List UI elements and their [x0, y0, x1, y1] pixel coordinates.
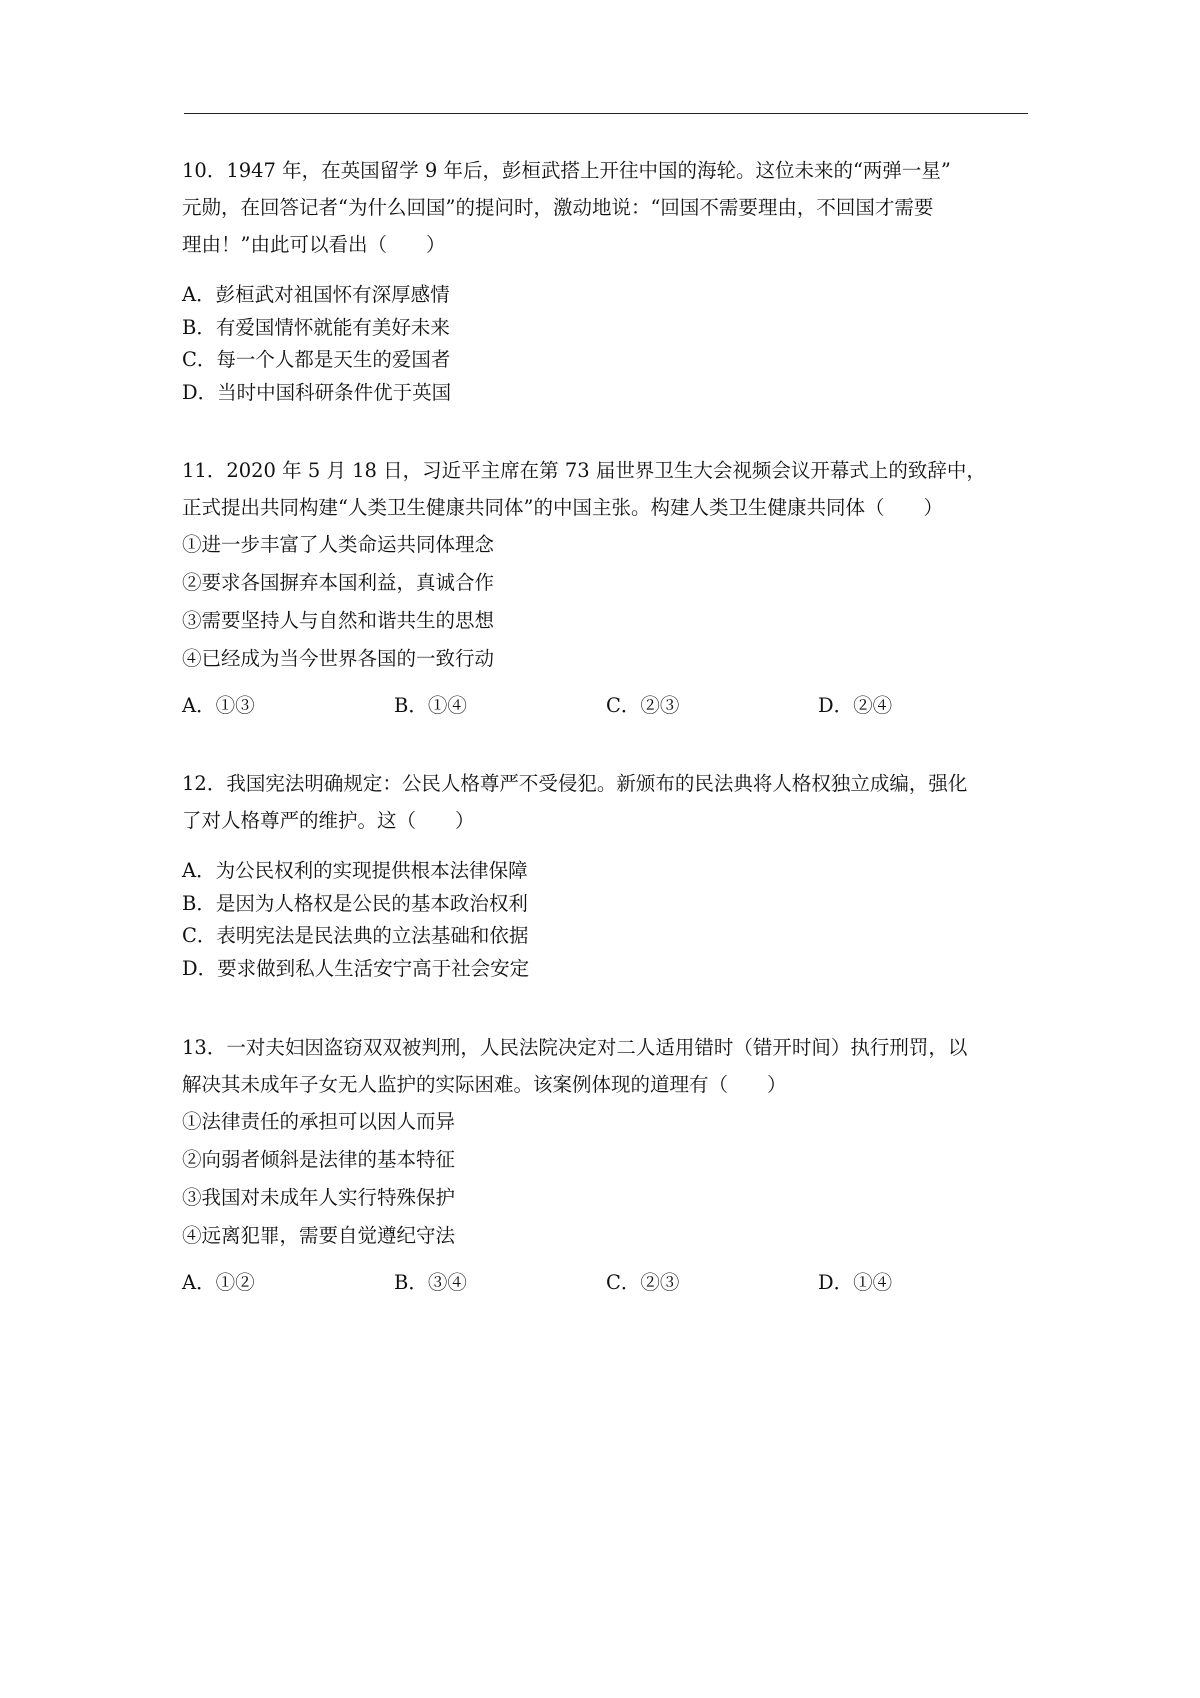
header-rule: [184, 113, 1028, 114]
option-a[interactable]: A．彭桓武对祖国怀有深厚感情: [182, 283, 450, 306]
statement-item: ②向弱者倾斜是法律的基本特征: [182, 1148, 456, 1171]
option-c[interactable]: C．表明宪法是民法典的立法基础和依据: [182, 924, 529, 947]
option-row: [182, 1268, 1032, 1298]
statement-list: [182, 1103, 1032, 1255]
question-stem: [182, 452, 1032, 526]
option-list: [182, 855, 1032, 985]
stem-line: 元勋，在回答记者“为什么回国”的提问时，激动地说：“回国不需要理由，不回国才需要: [182, 196, 934, 219]
option-a[interactable]: A．①③: [182, 694, 255, 717]
stem-line: 12．我国宪法明确规定：公民人格尊严不受侵犯。新颁布的民法典将人格权独立成编，强化: [182, 772, 968, 795]
option-b[interactable]: B．③④: [394, 1271, 467, 1294]
option-b[interactable]: B．①④: [394, 694, 467, 717]
stem-line: 11．2020 年 5 月 18 日，习近平主席在第 73 届世界卫生大会视频会议开幕式上的致辞中，: [182, 459, 986, 482]
statement-item: ③需要坚持人与自然和谐共生的思想: [182, 609, 495, 632]
option-a[interactable]: A．为公民权利的实现提供根本法律保障: [182, 859, 528, 882]
statement-item: ③我国对未成年人实行特殊保护: [182, 1186, 456, 1209]
question-stem: [182, 1029, 1032, 1103]
question-12: [182, 765, 1032, 985]
option-c[interactable]: C．②③: [606, 1271, 680, 1294]
statement-item: ①法律责任的承担可以因人而异: [182, 1110, 456, 1133]
option-b[interactable]: B．是因为人格权是公民的基本政治权利: [182, 891, 528, 915]
stem-line: 10．1947 年，在英国留学 9 年后，彭桓武搭上开往中国的海轮。这位未来的“两弹一星”: [182, 159, 951, 182]
question-11: [182, 452, 1032, 721]
statement-item: ①进一步丰富了人类命运共同体理念: [182, 533, 495, 556]
option-d[interactable]: D．②④: [818, 694, 893, 717]
option-list: [182, 279, 1032, 409]
option-c[interactable]: C．每一个人都是天生的爱国者: [182, 348, 451, 371]
statement-item: ④远离犯罪，需要自觉遵纪守法: [182, 1224, 456, 1247]
option-a[interactable]: A．①②: [182, 1271, 255, 1294]
question-13: [182, 1029, 1032, 1298]
stem-line: 理由！”由此可以看出（ ）: [182, 233, 446, 256]
option-d[interactable]: D．要求做到私人生活安宁高于社会安定: [182, 956, 530, 980]
statement-item: ②要求各国摒弃本国利益，真诚合作: [182, 571, 495, 594]
statement-item: ④已经成为当今世界各国的一致行动: [182, 647, 495, 670]
option-b[interactable]: B．有爱国情怀就能有美好未来: [182, 315, 450, 339]
stem-line: 了对人格尊严的维护。这（ ）: [182, 809, 475, 832]
option-c[interactable]: C．②③: [606, 694, 680, 717]
question-10: [182, 152, 1032, 409]
stem-line: 解决其未成年子女无人监护的实际困难。该案例体现的道理有（ ）: [182, 1073, 787, 1096]
question-stem: [182, 152, 1032, 263]
stem-line: 13．一对夫妇因盗窃双双被判刑，人民法院决定对二人适用错时（错开时间）执行刑罚，以: [182, 1036, 968, 1059]
question-stem: [182, 765, 1032, 839]
stem-line: 正式提出共同构建“人类卫生健康共同体”的中国主张。构建人类卫生健康共同体（ ）: [182, 496, 943, 519]
option-row: [182, 691, 1032, 721]
option-d[interactable]: D．当时中国科研条件优于英国: [182, 380, 452, 404]
statement-list: [182, 526, 1032, 678]
option-d[interactable]: D．①④: [818, 1271, 893, 1294]
